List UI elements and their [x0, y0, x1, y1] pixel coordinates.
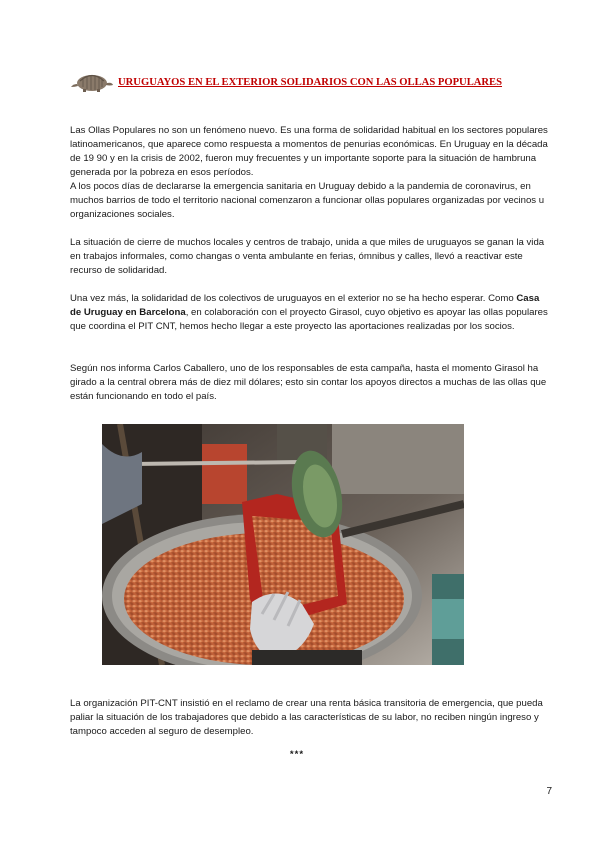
- cooking-pot-image: [102, 424, 464, 665]
- section-separator: ***: [289, 749, 305, 760]
- paragraph-closures: La situación de cierre de muchos locales y centros de trabajo, unida a que miles de uruguayos se ganan la vida en trabajos informales, como changas o venta ambulante en ferias, ómnibus y calles, llevó a reactivar este recurso de solidaridad.: [70, 237, 545, 276]
- paragraph-renta-basica: La organización PIT-CNT insistió en el reclamo de crear una renta básica transitoria de emergencia, que pueda paliar la situación de los trabajadores que debido a las características de su labor, no reciben ningún ingreso y tampoco acceden al seguro de desempleo.: [70, 698, 543, 737]
- paragraph-girasol: Según nos informa Carlos Caballero, uno de los responsables de esta campaña, hasta el momento Girasol ha girado a la central obrera más de diez mil dólares; esto sin contar los apoyos directos a muchas de las ollas que están funcionando en todo el país.: [70, 363, 547, 402]
- armadillo-logo-icon: [70, 71, 114, 93]
- paragraph-solidarity-start: Una vez más, la solidaridad de los colectivos de uruguayos en el exterior no se ha hecho esperar. Como: [70, 293, 517, 304]
- page-number: 7: [546, 786, 552, 797]
- paragraph-solidarity-end: , en colaboración con el proyecto Girasol, cuyo objetivo es apoyar las ollas populares que coordina el PIT CNT, hemos hecho llegar a este proyecto las aportaciones realizadas por los socios.: [70, 307, 548, 332]
- paragraph-intro: Las Ollas Populares no son un fenómeno nuevo. Es una forma de solidaridad habitual en los sectores populares latinoamericanos, que aparece como respuesta a momentos de penurias económicas. En Uruguay en la década de 19 90 y en la crisis de 2002, fueron muy frecuentes y un importante soporte para la situación de hambruna generada por la pobreza en esos períodos.: [70, 125, 548, 178]
- article-header: [70, 70, 530, 94]
- article-title: URUGUAYOS EN EL EXTERIOR SOLIDARIOS CON LAS OLLAS POPULARES: [118, 76, 503, 88]
- olla-popular-photo: [102, 424, 464, 665]
- casa-uruguay-barcelona: Casa de Uruguay en Barcelona: [70, 293, 540, 318]
- paragraph-solidarity: [70, 292, 552, 334]
- paragraph-emergency: A los pocos días de declararse la emergencia sanitaria en Uruguay debido a la pandemia de coronavirus, en muchos barrios de todo el territorio nacional comenzaron a funcionar ollas populares organizadas por vecinos u organizaciones sociales.: [70, 181, 545, 220]
